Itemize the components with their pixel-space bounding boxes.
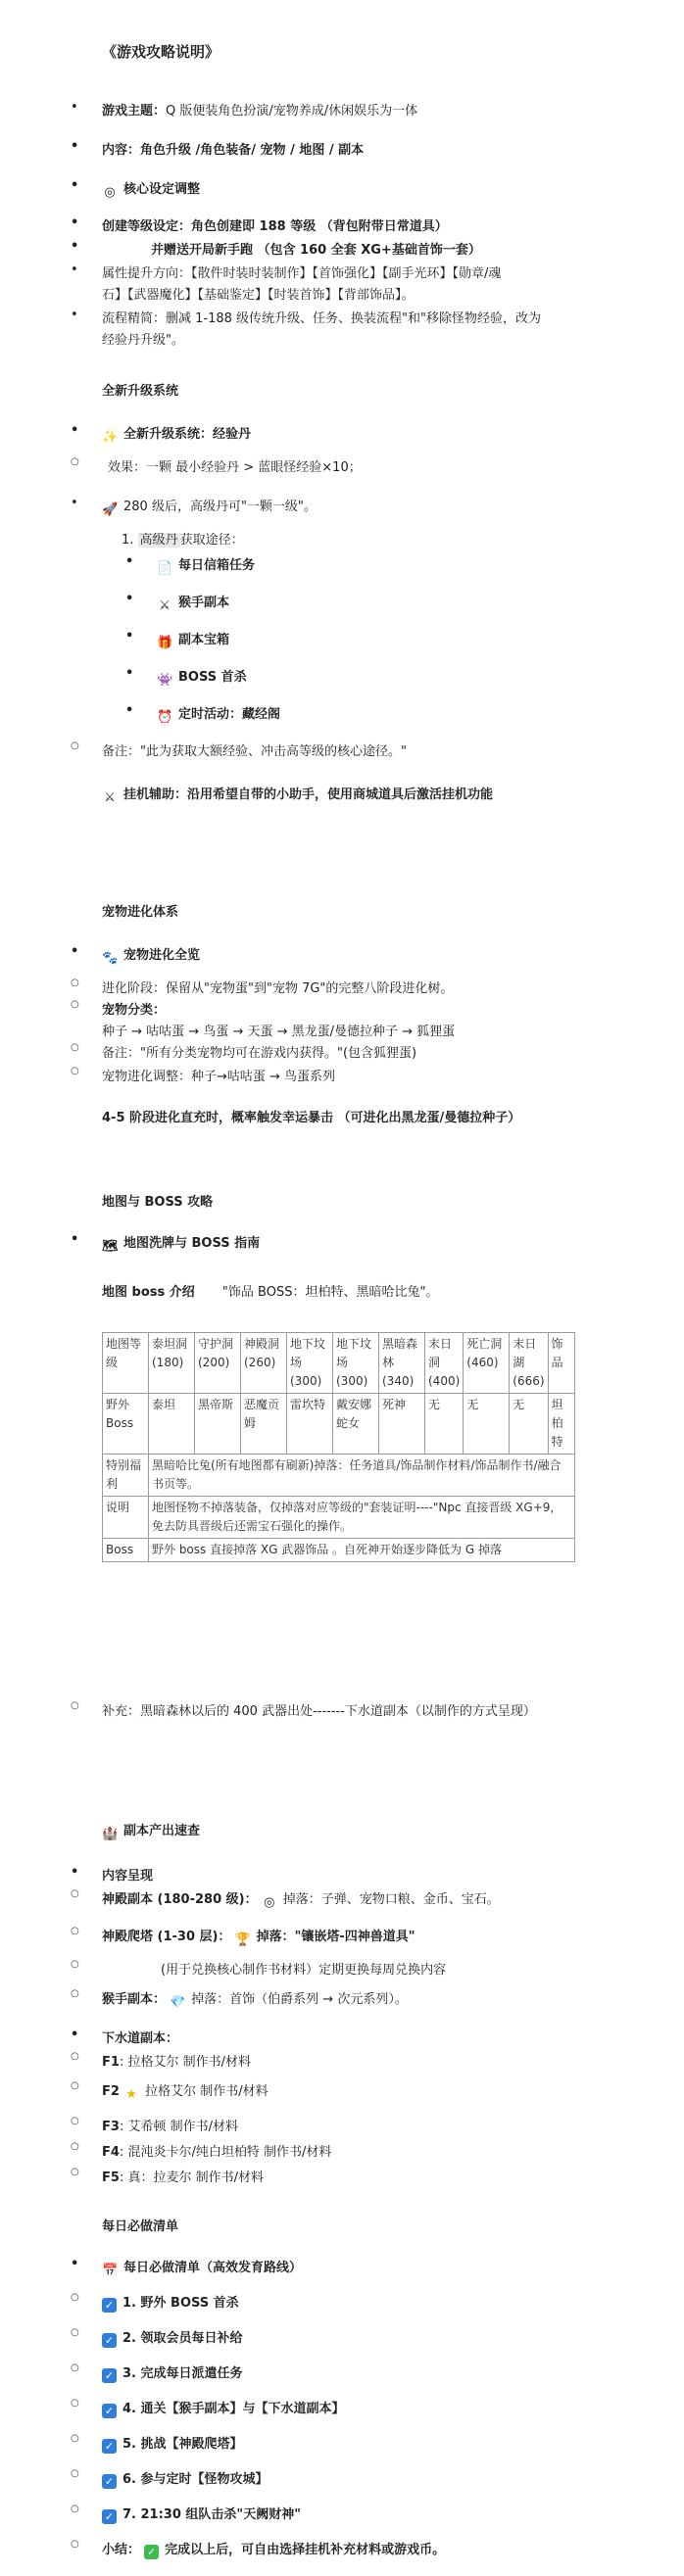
- sewer-label: • 下水道副本：: [102, 2027, 178, 2046]
- theme-value: Q 版便装角色扮演/宠物养成/休闲娱乐为一体: [166, 104, 418, 119]
- level-280-line: • 🚀 280 级后，高级丹可"一颗一级"。: [102, 496, 317, 518]
- daily-item: ○ ✓ 7. 21:30 组队击杀"天阙财神": [102, 2504, 301, 2524]
- gem-icon: 💎: [170, 1995, 186, 2010]
- table-row: [103, 1333, 575, 1394]
- content-line: • 内容：角色升级 /角色装备/ 宠物 / 地图 / 副本: [102, 139, 364, 158]
- checkbox-checked-icon: ✓: [102, 2404, 117, 2418]
- core-row-1: • 创建等级设定：角色创建即 188 等级 （背包附带日常道具）: [102, 215, 448, 234]
- target-icon: ◎: [104, 185, 116, 200]
- checkbox-checked-icon: ✓: [102, 2509, 117, 2524]
- table-cell: 神殿洞(260): [241, 1333, 287, 1394]
- way-item: • 👾 BOSS 首杀: [157, 666, 247, 689]
- table-cell: 无: [425, 1394, 464, 1455]
- table-cell: 末日湖(666): [510, 1333, 548, 1394]
- table-row: [103, 1455, 575, 1497]
- core-row-2: • 并赠送开局新手跑 （包含 160 全套 XG+基础首饰一套）: [102, 239, 481, 258]
- table-cell: 坦柏特: [548, 1394, 574, 1455]
- maps-supplement: ○ 补充：黑暗森林以后的 400 武器出处-------下水道副本（以制作的方式呈现）: [102, 1700, 536, 1719]
- upgrade-header: • ✨ 全新升级系统：经验丹: [102, 423, 251, 446]
- table-cell: 恶魔贡姆: [241, 1394, 287, 1455]
- hang-line: ⚔ 挂机辅助：沿用希望自带的小助手，使用商城道具后激活挂机功能: [102, 784, 493, 806]
- maps-header: • 🗺 地图洗牌与 BOSS 指南: [102, 1232, 260, 1255]
- table-cell: 死亡洞(460): [464, 1333, 510, 1394]
- core-row-3: • 属性提升方向：【散件时装时装制作】【首饰强化】【副手光环】【勋章/魂: [102, 262, 501, 281]
- checkbox-checked-icon: ✓: [102, 2439, 117, 2454]
- core-row-5: • 流程精简：删减 1-188 级传统升级、任务、换装流程"和"移除怪物经验，改为: [102, 308, 541, 326]
- sewer-floor: ○ F2 ★ 拉格艾尔 制作书/材料: [102, 2080, 269, 2103]
- dungeon-content-label: • 内容呈现: [102, 1865, 153, 1884]
- theme-label: 游戏主题：: [102, 104, 167, 119]
- daily-item: ○ ✓ 5. 挑战【神殿爬塔】: [102, 2433, 243, 2454]
- rocket-icon: 🚀: [102, 502, 119, 517]
- sewer-floor: ○ F3: 艾希顿 制作书/材料: [102, 2116, 238, 2134]
- core-row-6: 经验丹升级"。: [102, 333, 184, 348]
- sparkle-icon: ✨: [102, 430, 119, 445]
- theme-line: [102, 100, 417, 119]
- calendar-icon: 📅: [102, 2264, 119, 2278]
- table-cell: 守护洞(200): [195, 1333, 241, 1394]
- table-cell: 地下坟场(300): [287, 1333, 333, 1394]
- trophy-icon: 🏆: [234, 1932, 251, 1947]
- pets-note: ○ 备注："所有分类宠物均可在游戏内获得。"(包含狐狸蛋): [102, 1042, 416, 1061]
- daily-item: ○ ✓ 1. 野外 BOSS 首杀: [102, 2292, 239, 2313]
- paw-icon: 🐾: [102, 951, 119, 966]
- table-cell: 末日洞(400): [425, 1333, 464, 1394]
- table-cell: 戴安娜蛇女: [333, 1394, 379, 1455]
- green-check-icon: ✓: [144, 2545, 159, 2559]
- table-row: [103, 1497, 575, 1539]
- core-header: • ◎ 核心设定调整: [102, 178, 200, 201]
- tower-line: ○ 神殿爬塔 (1-30 层)： 🏆 掉落："镶嵌塔-四神兽道具": [102, 1926, 415, 1948]
- tower-note: ○ (用于兑换核心制作书材料）定期更换每周兑换内容: [102, 1959, 446, 1978]
- table-cell: 地图等级: [103, 1333, 149, 1394]
- table-cell: 特别福利: [103, 1455, 149, 1497]
- table-cell: 地下坟场(300): [333, 1333, 379, 1394]
- sword-icon: ⚔: [159, 598, 171, 613]
- table-cell: 野外 boss 直接掉落 XG 武器饰品 。自死神开始逐步降低为 G 掉落: [149, 1539, 575, 1562]
- sewer-floor: ○ F5: 真：拉麦尔 制作书/材料: [102, 2167, 264, 2185]
- crossed-swords-icon: ⚔: [104, 790, 116, 805]
- temple-line: ○ 神殿副本 (180-280 级)： ◎ 掉落：子弹、宠物口粮、金币、宝石。: [102, 1888, 500, 1911]
- page-title: 《游戏攻略说明》: [102, 43, 220, 61]
- star-icon: ★: [125, 2087, 137, 2102]
- table-cell: 黑暗哈比兔(所有地图都有刷新)掉落：任务道具/饰品制作材料/饰品制作书/融合书页等。: [149, 1455, 575, 1497]
- checkbox-checked-icon: ✓: [102, 2474, 117, 2489]
- table-cell: 无: [510, 1394, 548, 1455]
- pets-section-title: 宠物进化体系: [102, 905, 179, 920]
- table-cell: 黑暗森林(340): [379, 1333, 425, 1394]
- monkey-line: ○ 猴手副本： 💎 掉落：首饰（伯爵系列 → 次元系列）。: [102, 1988, 408, 2011]
- checkbox-checked-icon: ✓: [102, 2298, 117, 2313]
- map-boss-table: [102, 1332, 575, 1562]
- table-cell: 说明: [103, 1497, 149, 1539]
- daily-item: ○ ✓ 6. 参与定时【怪物攻城】: [102, 2468, 269, 2489]
- document-icon: 📄: [157, 561, 173, 576]
- pets-header: • 🐾 宠物进化全览: [102, 944, 200, 967]
- table-cell: 无: [464, 1394, 510, 1455]
- table-cell: 泰坦: [149, 1394, 195, 1455]
- pets-class-label: ○ 宠物分类：: [102, 999, 166, 1018]
- sewer-floor: ○ F4: 混沌炎卡尔/纯白坦柏特 制作书/材料: [102, 2141, 331, 2160]
- way-item: • 📄 每日信箱任务: [157, 554, 255, 577]
- table-cell: 野外Boss: [103, 1394, 149, 1455]
- boss-icon: 👾: [157, 673, 173, 688]
- way-item: • ⏰ 定时活动：藏经阁: [157, 703, 280, 726]
- way-item: • ⚔ 猴手副本: [157, 592, 229, 614]
- table-cell: 雷坎特: [287, 1394, 333, 1455]
- upgrade-note: ○ 备注："此为获取大额经验、冲击高等级的核心途径。": [102, 740, 407, 759]
- pets-stage: ○ 进化阶段：保留从"宠物蛋"到"宠物 7G"的完整八阶段进化树。: [102, 978, 453, 996]
- daily-header: • 📅 每日必做清单（高效发育路线）: [102, 2257, 302, 2279]
- upgrade-section-title: 全新升级系统: [102, 384, 179, 399]
- way-item: • 🎁 副本宝箱: [157, 629, 229, 651]
- core-row-4: 石】【武器魔化】【基础鉴定】【时装首饰】【背部饰品】。: [102, 288, 415, 303]
- table-row: [103, 1394, 575, 1455]
- upgrade-effect: ○ 效果：一颗 最小经验丹 > 蓝眼怪经验×10；: [102, 456, 362, 475]
- table-cell: 饰品: [548, 1333, 574, 1394]
- table-row: [103, 1539, 575, 1562]
- table-caption: 地图 boss 介绍 "饰品 BOSS：坦柏特、黑暗哈比兔"。: [102, 1285, 439, 1300]
- clock-icon: ⏰: [157, 710, 173, 725]
- pets-class-value: 种子 → 咕咕蛋 → 鸟蛋 → 天蛋 → 黑龙蛋/曼德拉种子 → 狐狸蛋: [102, 1025, 456, 1039]
- sewer-floor: ○ F1: 拉格艾尔 制作书/材料: [102, 2051, 251, 2070]
- ways-subtitle: 1. 高级丹 获取途径：: [122, 533, 244, 548]
- daily-item: ○ ✓ 2. 领取会员每日补给: [102, 2327, 243, 2348]
- table-cell: 黑帝斯: [195, 1394, 241, 1455]
- checkbox-checked-icon: ✓: [102, 2333, 117, 2348]
- treasure-box-icon: 🎁: [157, 636, 173, 650]
- pets-adjust: ○ 宠物进化调整：种子→咕咕蛋 → 鸟蛋系列: [102, 1066, 335, 1084]
- daily-item: ○ ✓ 3. 完成每日派遣任务: [102, 2362, 243, 2383]
- target-icon: ◎: [264, 1895, 275, 1910]
- checkbox-checked-icon: ✓: [102, 2368, 117, 2383]
- daily-section-title: 每日必做清单: [102, 2219, 179, 2234]
- table-cell: 泰坦洞(180): [149, 1333, 195, 1394]
- pets-highlight: 4-5 阶段进化直充时，概率触发幸运暴击 （可进化出黑龙蛋/曼德拉种子）: [102, 1111, 521, 1125]
- table-cell: Boss: [103, 1539, 149, 1562]
- daily-summary: ○ 小结： ✓ 完成以上后，可自由选择挂机补充材料或游戏币。: [102, 2539, 445, 2559]
- table-cell: 死神: [379, 1394, 425, 1455]
- castle-icon: 🏰: [102, 1827, 119, 1841]
- daily-item: ○ ✓ 4. 通关【猴手副本】与【下水道副本】: [102, 2398, 345, 2418]
- map-icon: 🗺: [102, 1239, 119, 1254]
- dungeon-header: 🏰 副本产出速查: [102, 1824, 201, 1841]
- table-cell: 地图怪物不掉落装备，仅掉落对应等级的"套装证明----"Npc 直接晋级 XG+9，免去防具晋级后还需宝石强化的操作。: [149, 1497, 575, 1539]
- maps-section-title: 地图与 BOSS 攻略: [102, 1195, 214, 1210]
